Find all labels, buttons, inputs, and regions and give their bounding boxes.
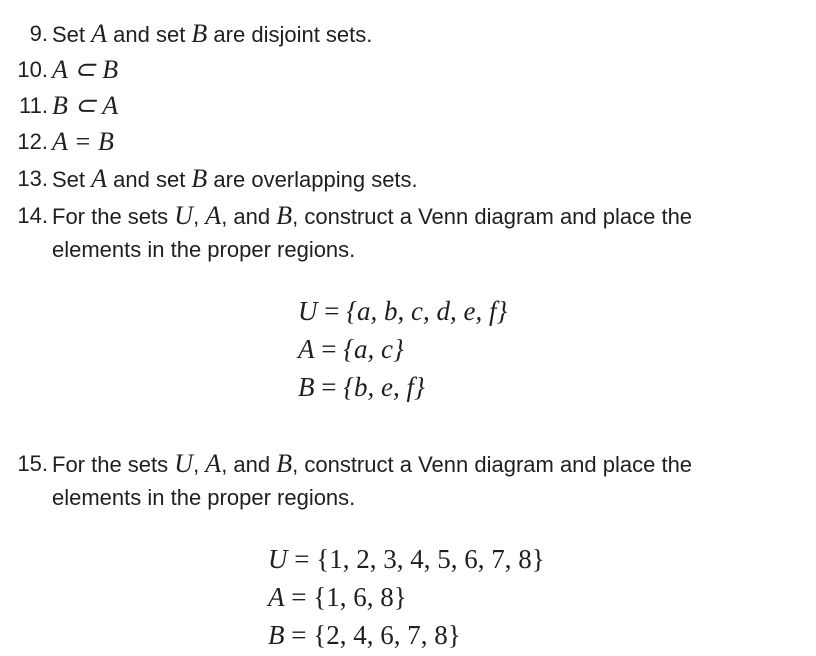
text-fragment: , <box>193 452 206 477</box>
exercise-number: 11. <box>19 93 48 118</box>
set-definitions-15 <box>268 540 545 654</box>
math-expression: A = B <box>52 127 114 156</box>
exercise-number: 14. <box>17 203 48 228</box>
set-a-definition <box>268 578 545 616</box>
set-value: {a, c} <box>343 334 404 364</box>
set-name: A <box>268 582 285 612</box>
exercise-text-line-1 <box>52 450 692 479</box>
set-a-symbol: A <box>205 201 222 230</box>
text-fragment: , construct a Venn diagram and place the <box>292 452 693 477</box>
exercise-number: 15. <box>17 451 48 476</box>
set-word: Set <box>52 22 92 47</box>
text-fragment: , and <box>221 452 277 477</box>
set-a-symbol: A <box>205 449 222 478</box>
text-fragment: , construct a Venn diagram and place the <box>292 204 693 229</box>
set-b-symbol: B <box>191 164 208 193</box>
math-expression: A ⊂ B <box>52 55 119 84</box>
exercise-text <box>52 165 418 194</box>
set-value: {b, e, f} <box>343 372 425 402</box>
set-a-symbol: A <box>91 19 108 48</box>
exercise-text-line-1 <box>52 202 692 231</box>
equals-sign: = <box>314 372 344 402</box>
set-value: {a, b, c, d, e, f} <box>346 296 508 326</box>
math-expression: B ⊂ A <box>52 91 119 120</box>
set-b-symbol: B <box>191 19 208 48</box>
set-name: A <box>298 334 315 364</box>
equals-sign: = <box>314 334 344 364</box>
exercise-text-line-2: elements in the proper regions. <box>52 485 356 510</box>
exercise-number: 10. <box>17 57 48 82</box>
set-name: B <box>298 372 315 402</box>
set-word: Set <box>52 167 92 192</box>
text-fragment: are disjoint sets. <box>207 22 373 47</box>
set-b-definition <box>268 616 545 654</box>
set-u-definition <box>268 540 545 578</box>
text-fragment: are overlapping sets. <box>207 167 418 192</box>
set-definitions-14 <box>298 292 507 406</box>
text-fragment: For the sets <box>52 204 175 229</box>
set-value: {2, 4, 6, 7, 8} <box>313 620 461 650</box>
set-b-symbol: B <box>276 201 293 230</box>
equals-sign: = <box>284 620 314 650</box>
equals-sign: = <box>284 582 314 612</box>
text-fragment: For the sets <box>52 452 175 477</box>
set-name: U <box>298 296 318 326</box>
text-fragment: , <box>193 204 206 229</box>
set-value: {1, 6, 8} <box>313 582 407 612</box>
equals-sign: = <box>287 544 317 574</box>
exercise-text <box>52 20 372 49</box>
text-fragment: and set <box>107 22 192 47</box>
set-a-definition <box>298 330 507 368</box>
exercise-text-line-2: elements in the proper regions. <box>52 237 356 262</box>
set-u-symbol: U <box>174 201 194 230</box>
set-name: U <box>268 544 288 574</box>
exercise-number: 9. <box>29 21 48 46</box>
set-name: B <box>268 620 285 650</box>
set-u-definition <box>298 292 507 330</box>
set-a-symbol: A <box>91 164 108 193</box>
exercise-number: 13. <box>17 166 48 191</box>
set-u-symbol: U <box>174 449 194 478</box>
set-b-definition <box>298 368 507 406</box>
equals-sign: = <box>317 296 347 326</box>
text-fragment: and set <box>107 167 192 192</box>
set-value: {1, 2, 3, 4, 5, 6, 7, 8} <box>316 544 545 574</box>
exercise-number: 12. <box>17 129 48 154</box>
set-b-symbol: B <box>276 449 293 478</box>
text-fragment: , and <box>221 204 277 229</box>
